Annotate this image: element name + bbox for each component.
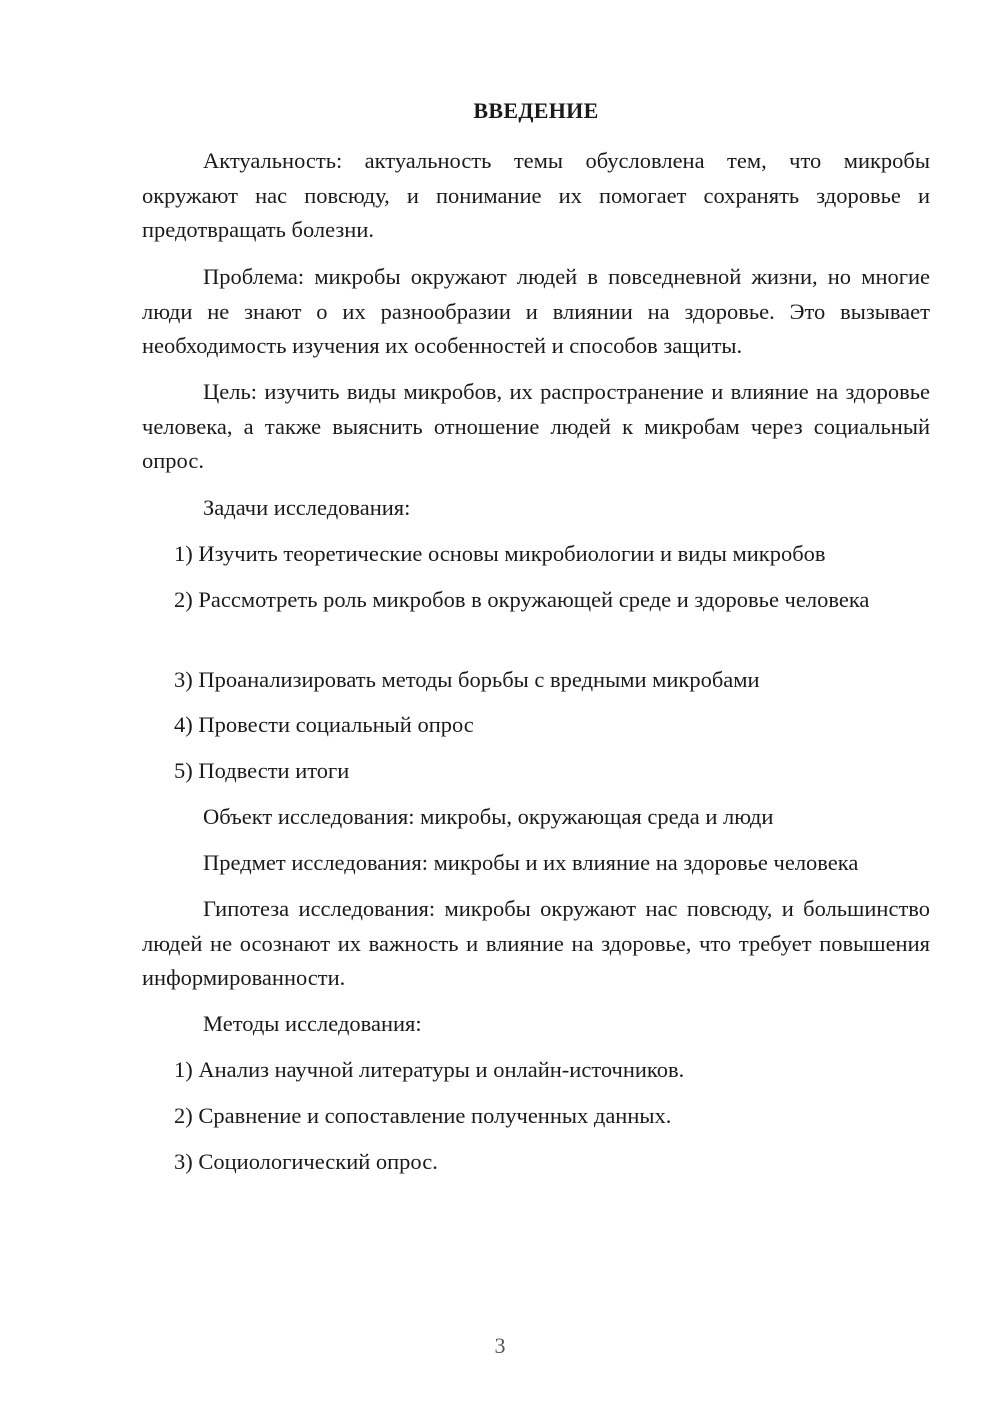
tasks-heading: Задачи исследования:: [203, 495, 411, 520]
hypothesis-paragraph: Гипотеза исследования: микробы окружают нас повсюду, и большинство людей не осознают их важность и влияние на здоровье, что требует повышения информированности.: [142, 896, 930, 991]
document-page: [142, 0, 930, 1414]
methods-heading: Методы исследования:: [203, 1011, 422, 1036]
object-paragraph: Объект исследования: микробы, окружающая среда и люди: [203, 804, 774, 829]
task-item-2: 2) Рассмотреть роль микробов в окружающей среде и здоровье человека: [174, 587, 870, 612]
method-item-3: 3) Социологический опрос.: [174, 1149, 438, 1174]
method-item-2: 2) Сравнение и сопоставление полученных данных.: [174, 1103, 672, 1128]
task-item-3: 3) Проанализировать методы борьбы с вредными микробами: [174, 667, 760, 692]
problem-paragraph: Проблема: микробы окружают людей в повседневной жизни, но многие люди не знают о их разнообразии и влиянии на здоровье. Это вызывает необходимость изучения их особенностей и способов защиты.: [142, 264, 930, 359]
task-item-5: 5) Подвести итоги: [174, 758, 350, 783]
relevance-paragraph: Актуальность: актуальность темы обусловлена тем, что микробы окружают нас повсюду, и понимание их помогает сохранять здоровье и предотвращать болезни.: [142, 148, 930, 243]
section-title: ВВЕДЕНИЕ: [473, 98, 599, 123]
task-item-4: 4) Провести социальный опрос: [174, 712, 474, 737]
page-number: 3: [494, 1333, 506, 1358]
task-item-1: 1) Изучить теоретические основы микробиологии и виды микробов: [174, 541, 826, 566]
method-item-1: 1) Анализ научной литературы и онлайн-источников.: [174, 1057, 685, 1082]
goal-paragraph: Цель: изучить виды микробов, их распространение и влияние на здоровье человека, а также выяснить отношение людей к микробам через социальный опрос.: [142, 379, 930, 474]
subject-paragraph: Предмет исследования: микробы и их влияние на здоровье человека: [203, 850, 859, 875]
